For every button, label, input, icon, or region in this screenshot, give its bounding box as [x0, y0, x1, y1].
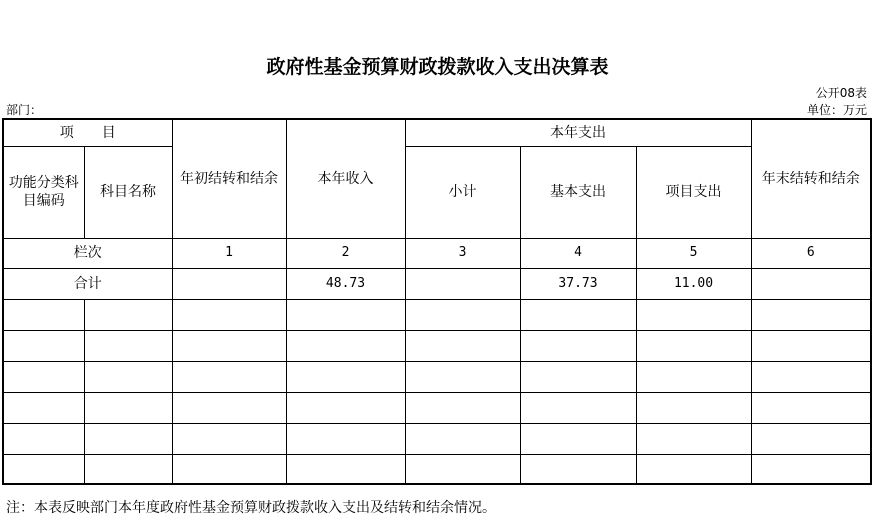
header-subtotal: 小计 [405, 146, 520, 238]
header-subject-name: 科目名称 [84, 146, 172, 238]
total-row [3, 268, 871, 299]
column-number: 5 [636, 238, 751, 268]
table-row [3, 299, 871, 330]
header-project: 项目支出 [636, 146, 751, 238]
table-title: 政府性基金预算财政拨款收入支出决算表 [266, 56, 609, 78]
unit-label: 单位：万元 [806, 103, 867, 117]
footnote: 注：本表反映部门本年度政府性基金预算财政拨款收入支出及结转和结余情况。 [6, 500, 496, 516]
total-basic: 37.73 [520, 268, 636, 299]
header-item: 项 目 [3, 119, 172, 146]
header-basic: 基本支出 [520, 146, 636, 238]
total-subtotal [405, 268, 520, 299]
total-begin-balance [172, 268, 286, 299]
table-row [3, 423, 871, 454]
total-income: 48.73 [286, 268, 405, 299]
table-row [3, 454, 871, 484]
table-row [3, 392, 871, 423]
total-label: 合计 [3, 268, 172, 299]
budget-table [2, 118, 872, 485]
header-income: 本年收入 [286, 119, 405, 238]
header-begin-balance: 年初结转和结余 [172, 119, 286, 238]
column-number-label: 栏次 [3, 238, 172, 268]
total-project: 11.00 [636, 268, 751, 299]
table-row [3, 361, 871, 392]
header-expense: 本年支出 [405, 119, 751, 146]
header-end-balance: 年末结转和结余 [751, 119, 871, 238]
table-row [3, 330, 871, 361]
column-number: 3 [405, 238, 520, 268]
header-func-code: 功能分类科目编码 [3, 146, 84, 238]
column-number: 6 [751, 238, 871, 268]
column-number-row [3, 238, 871, 268]
department-label: 部门： [6, 103, 43, 117]
total-end-balance [751, 268, 871, 299]
column-number: 4 [520, 238, 636, 268]
column-number: 2 [286, 238, 405, 268]
column-number: 1 [172, 238, 286, 268]
form-number: 公开08表 [815, 86, 867, 100]
